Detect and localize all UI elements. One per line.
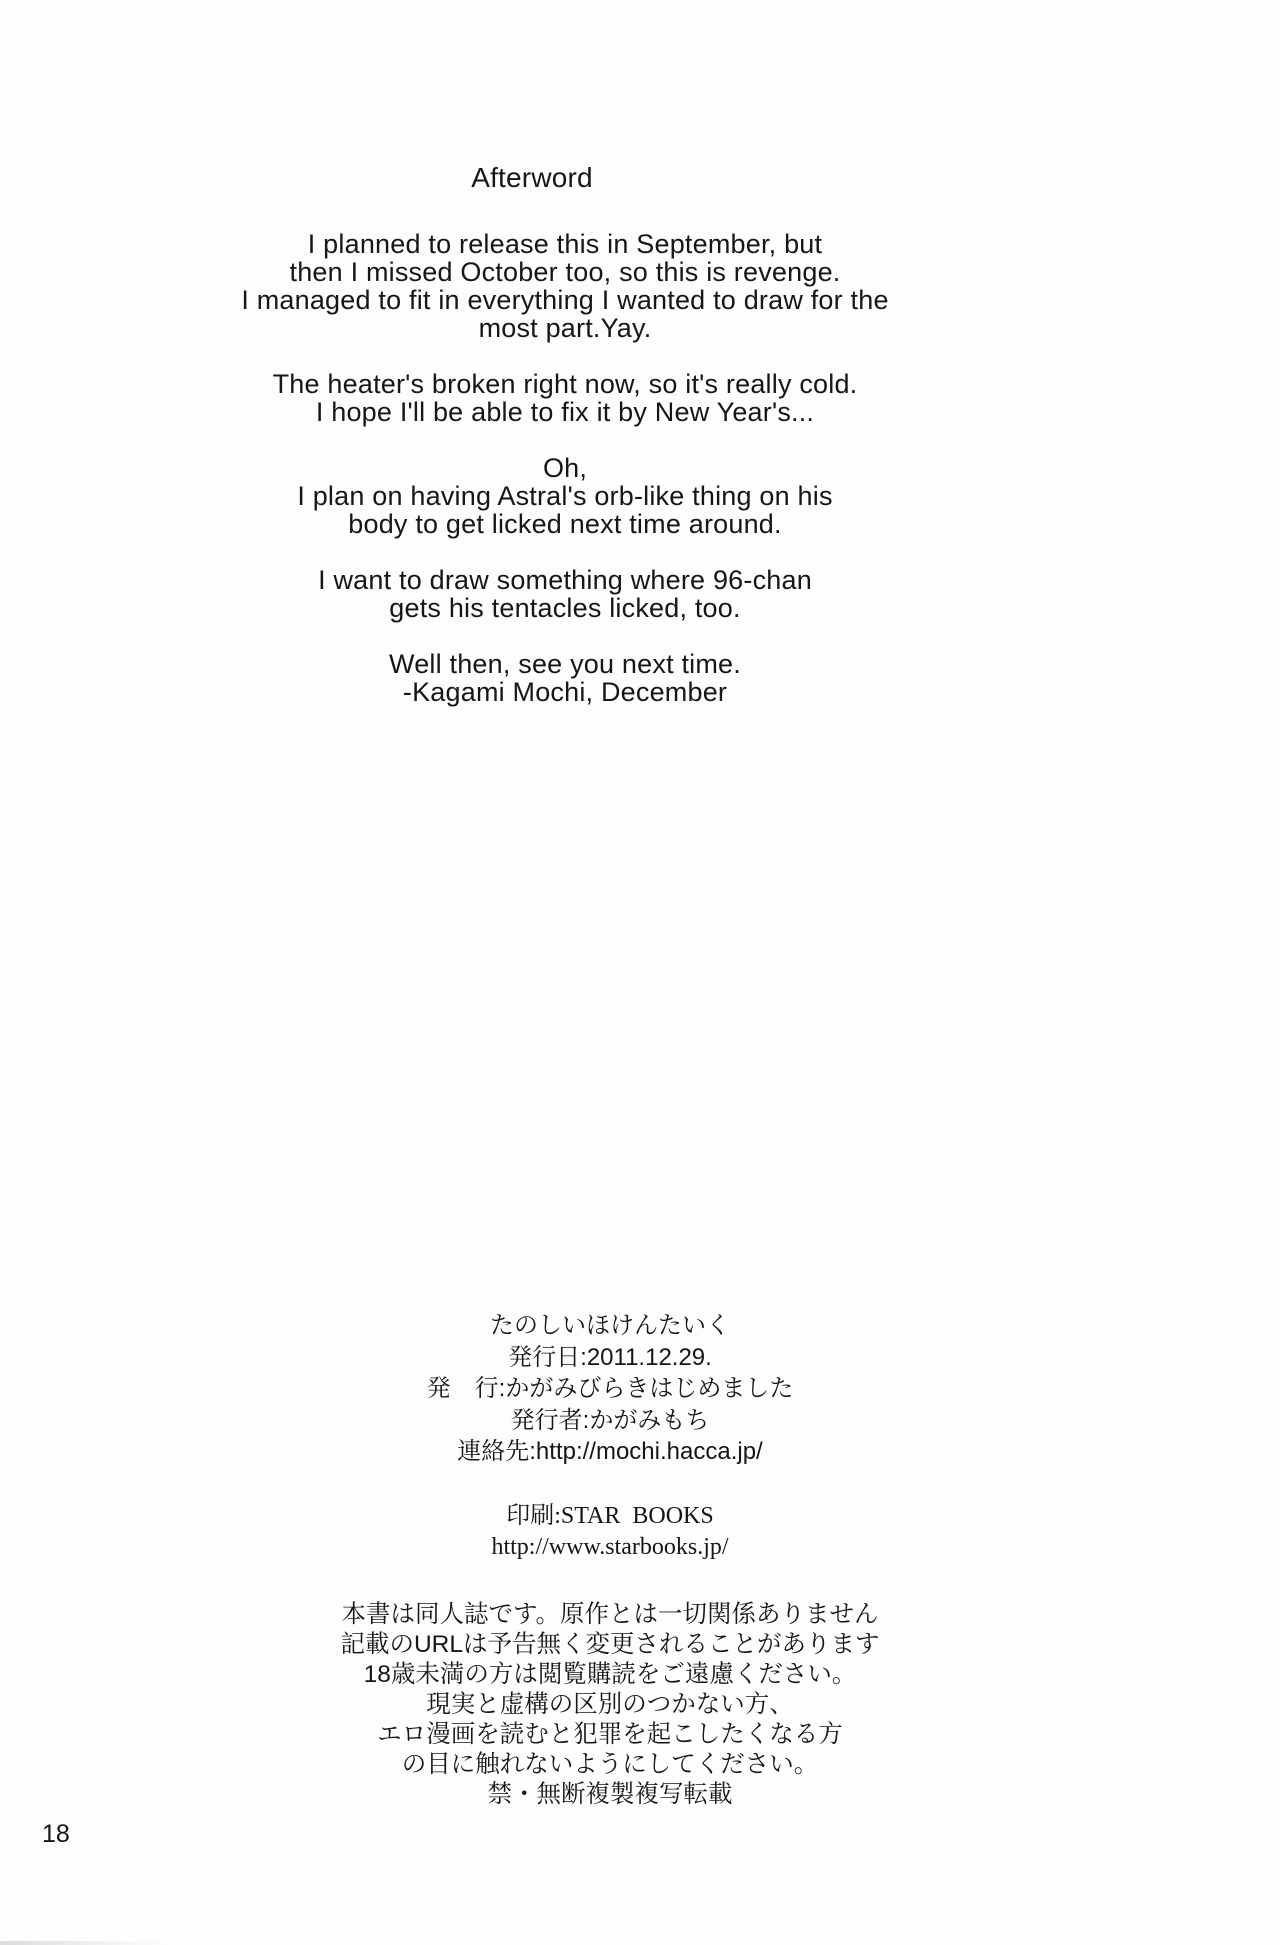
afterword-signature: Well then, see you next time. -Kagami Mochi, December <box>389 649 741 707</box>
scan-edge-artifact <box>0 1941 170 1945</box>
afterword-paragraph-3: Oh, I plan on having Astral's orb-like thing on his body to get licked next time around. <box>297 453 833 539</box>
afterword-paragraph-2: The heater's broken right now, so it's really cold. I hope I'll be able to fix it by New Year's... <box>272 369 858 427</box>
afterword-paragraph-1: I planned to release this in September, but then I missed October too, so this is revenge. I managed to fit in everything I wanted to draw for the most part.Yay. <box>241 229 889 343</box>
colophon-section <box>260 1310 960 1810</box>
afterword-paragraph-4: I want to draw something where 96-chan gets his tentacles licked, too. <box>318 565 812 623</box>
publication-info: 発行日:2011.12.29. 発 行:かがみびらきはじめました 発行者:かがみもち 連絡先:http://mochi.hacca.jp/ <box>426 1343 794 1465</box>
afterword-title: Afterword <box>471 162 593 193</box>
afterword-section <box>215 164 915 734</box>
doujin-title: たのしいほけんたいく <box>490 1312 730 1339</box>
printer-info: 印刷:STAR BOOKS http://www.starbooks.jp/ <box>491 1502 729 1560</box>
page-number: 18 <box>42 1820 70 1848</box>
disclaimer-text: 本書は同人誌です。原作とは一切関係ありません 記載のURLは予告無く変更されることがあります 18歳未満の方は閲覧購読をご遠慮ください。 現実と虚構の区別のつかない方、 エロ漫画を読むと犯罪を起こしたくなる方 の目に触れないようにしてください。 禁・無断複製複写転載 <box>340 1600 880 1808</box>
